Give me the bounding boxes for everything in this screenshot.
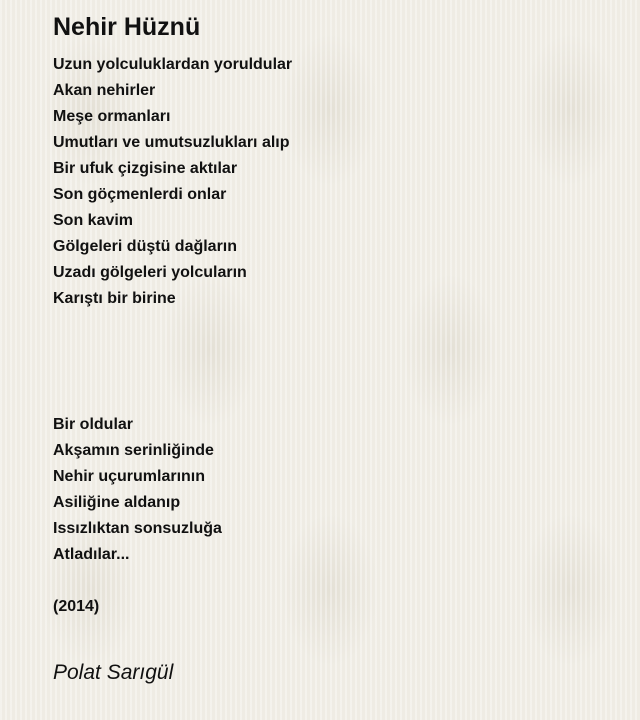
poem-line: Gölgeleri düştü dağların xyxy=(53,238,238,255)
poem-line: Umutları ve umutsuzlukları alıp xyxy=(53,134,290,151)
poem-stanza-1 xyxy=(53,52,613,312)
poem-line: Uzun yolculuklardan yoruldular xyxy=(53,56,293,73)
poem-title: Nehir Hüznü xyxy=(53,13,201,41)
poem-line: Bir oldular xyxy=(53,416,134,433)
poem-line: Karıştı bir birine xyxy=(53,290,176,307)
poem-author: Polat Sarıgül xyxy=(53,661,174,684)
poem-year: (2014) xyxy=(53,598,100,615)
poem-container xyxy=(53,10,613,687)
poem-line: Akşamın serinliğinde xyxy=(53,442,214,459)
poem-line: Uzadı gölgeleri yolcuların xyxy=(53,264,247,281)
poem-line: Akan nehirler xyxy=(53,82,156,99)
poem-line: Meşe ormanları xyxy=(53,108,171,125)
poem-stanza-3 xyxy=(53,594,613,620)
poem-line: Asiliğine aldanıp xyxy=(53,494,181,511)
poem-line: Son kavim xyxy=(53,212,134,229)
poem-line: Nehir uçurumlarının xyxy=(53,468,206,485)
poem-line: Bir ufuk çizgisine aktılar xyxy=(53,160,238,177)
poem-line: Atladılar... xyxy=(53,546,130,563)
poem-line: Issızlıktan sonsuzluğa xyxy=(53,520,222,537)
poem-stanza-2 xyxy=(53,412,613,568)
poem-line: Son göçmenlerdi onlar xyxy=(53,186,227,203)
